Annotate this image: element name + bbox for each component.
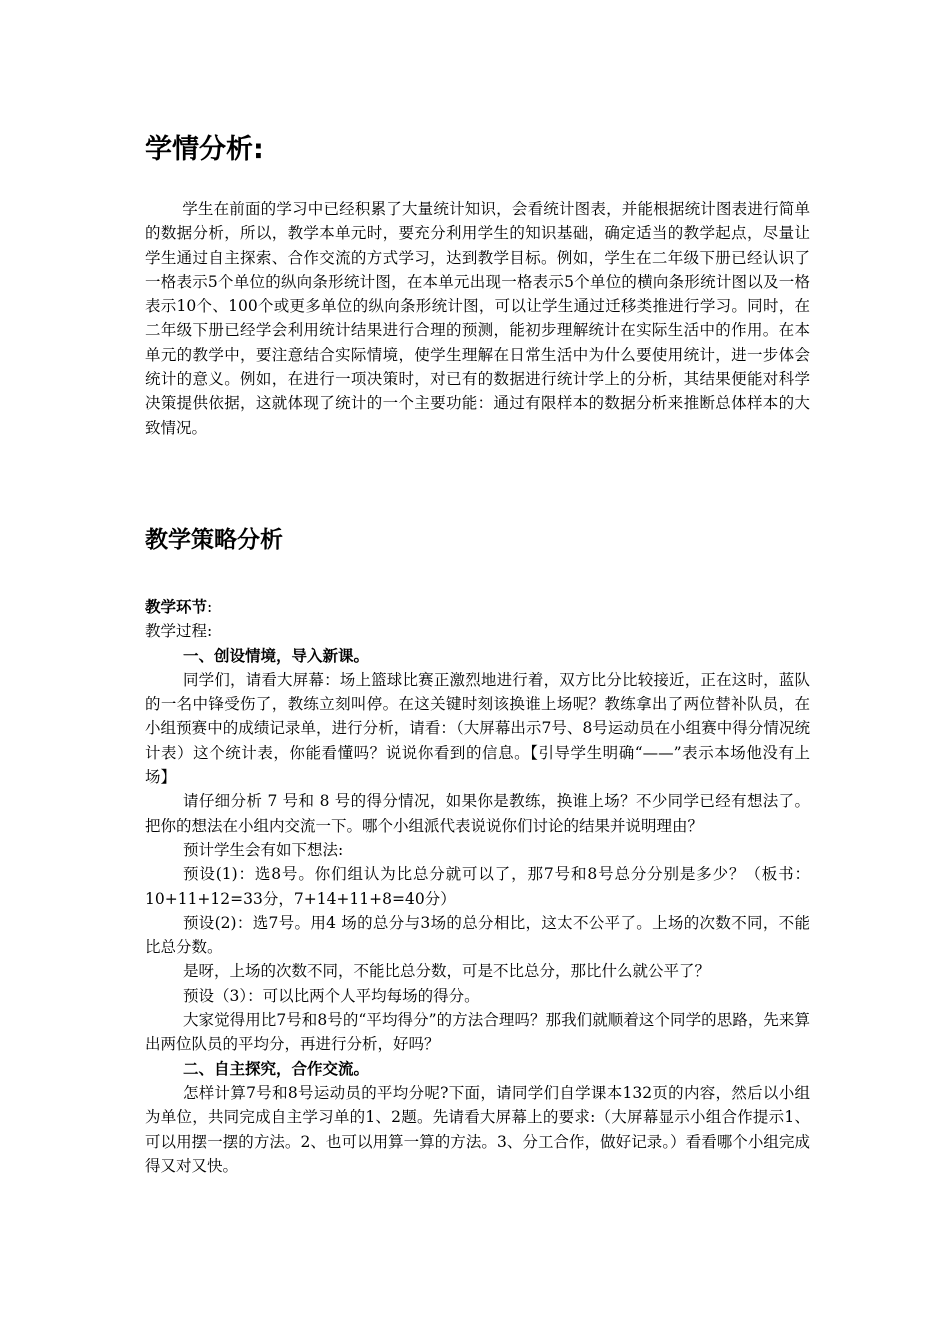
agree-paragraph: 大家觉得用比7号和8号的“平均得分”的方法合理吗？那我们就顺着这个同学的思路，先来算出两位队员的平均分，再进行分析，好吗？ (145, 1011, 810, 1054)
preset1-paragraph: 预设(1)：选8号。你们组认为比总分就可以了，那7号和8号总分分别是多少？（板书：10+11+12=33分，7+14+11+8=40分） (145, 865, 810, 908)
expect-paragraph: 预计学生会有如下想法: (183, 840, 344, 859)
teaching-step-label: 教学环节 (145, 598, 208, 616)
intro-paragraph: 同学们，请看大屏幕：场上篮球比赛正激烈地进行着，双方比分比较接近，正在这时，蓝队的一名中锋受伤了，教练立刻叫停。在这关键时刻该换谁上场呢？教练拿出了两位替补队员，在小组预赛中的成绩记录单，进行分析，请看：（大屏幕出示7号、8号运动员在小组赛中得分情况统计表）这个统计表，你能看懂吗？说说你看到的信息。【引导学生明确“——”表示本场他没有上场】 (145, 670, 810, 787)
teaching-process-label: 教学过程: (145, 622, 213, 641)
section-title-student-analysis: 学情分析: (145, 134, 264, 165)
teaching-step-label-line (145, 595, 810, 619)
section-title-strategy-analysis: 教学策略分析 (145, 527, 283, 553)
student-analysis-paragraph: 学生在前面的学习中已经积累了大量统计知识，会看统计图表，并能根据统计图表进行简单的数据分析，所以，教学本单元时，要充分利用学生的知识基础，确定适当的教学起点，尽量让学生通过自主探索、合作交流的方式学习，达到教学目标。例如，学生在二年级下册已经认识了一格表示5个单位的纵向条形统计图，在本单元出现一格表示5个单位的横向条形统计图以及一格表示10个、100个或更多单位的纵向条形统计图，可以让学生通过迁移类推进行学习。同时，在二年级下册已经学会利用统计结果进行合理的预测，能初步理解统计在实际生活中的作用。在本单元的教学中，要注意结合实际情境，使学生理解在日常生活中为什么要使用统计，进一步体会统计的意义。例如，在进行一项决策时，对已有的数据进行统计学上的分析，其结果便能对科学决策提供依据，这就体现了统计的一个主要功能：通过有限样本的数据分析来推断总体样本的大致情况。 (145, 200, 810, 437)
analyze-paragraph: 请仔细分析 7 号和 8 号的得分情况，如果你是教练，换谁上场？不少同学已经有想法了。把你的想法在小组内交流一下。哪个小组派代表说说你们讨论的结果并说明理由？ (145, 792, 810, 835)
part2-heading: 二、自主探究，合作交流。 (183, 1059, 370, 1078)
how-paragraph: 怎样计算7号和8号运动员的平均分呢?下面，请同学们自学课本132页的内容，然后以小组为单位，共同完成自主学习单的1、2题。先请看大屏幕上的要求:（大屏幕显示小组合作提示1、可以用摆一摆的方法。2、也可以用算一算的方法。3、分工合作，做好记录。）看看哪个小组完成得又对又快。 (145, 1083, 810, 1175)
part1-heading: 一、创设情境，导入新课。 (183, 646, 370, 665)
preset3-paragraph: 预设（3）：可以比两个人平均每场的得分。 (183, 986, 480, 1005)
teaching-step-colon: : (207, 598, 213, 616)
preset2-paragraph: 预设(2)：选7号。用4 场的总分与3场的总分相比，这太不公平了。上场的次数不同，不能比总分数。 (145, 913, 810, 957)
teaching-process-body (145, 595, 810, 1178)
yes-paragraph: 是呀，上场的次数不同，不能比总分数，可是不比总分，那比什么就公平了？ (183, 962, 711, 981)
